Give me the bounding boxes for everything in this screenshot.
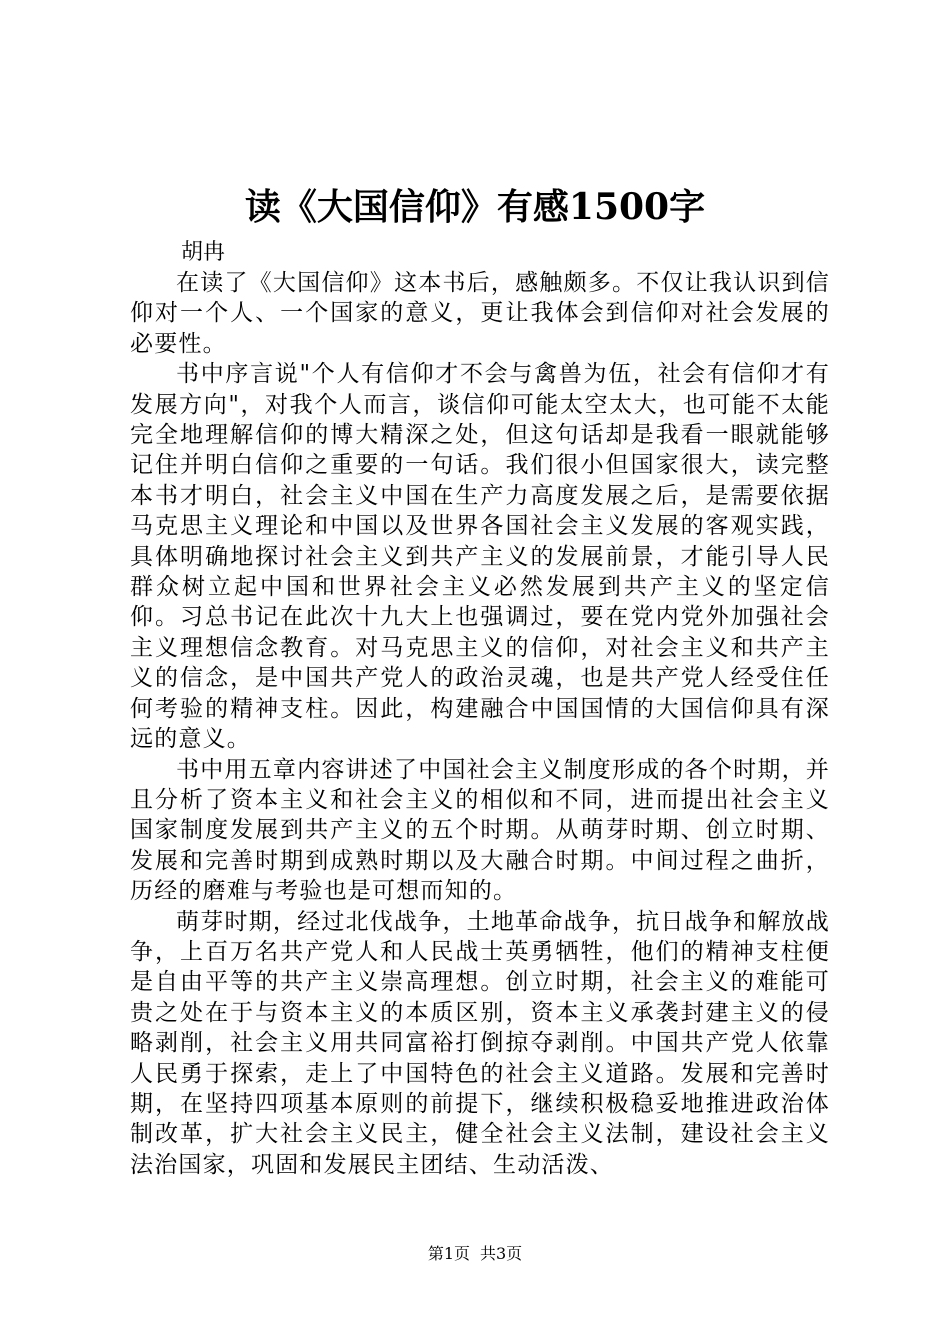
article-body [130, 268, 830, 1180]
paragraph: 书中序言说"个人有信仰才不会与禽兽为伍，社会有信仰才有发展方向"，对我个人而言，谈信仰可能太空太大，也可能不太能完全地理解信仰的博大精深之处，但这句话却是我看一眼就能够记住并明白信仰之重要的一句话。我们很小但国家很大，读完整本书才明白，社会主义中国在生产力高度发展之后，是需要依据马克思主义理论和中国以及世界各国社会主义发展的客观实践，具体明确地探讨社会主义到共产主义的发展前景，才能引导人民群众树立起中国和世界社会主义必然发展到共产主义的坚定信仰。习总书记在此次十九大上也强调过，要在党内党外加强社会主义理想信念教育。对马克思主义的信仰，对社会主义和共产主义的信念，是中国共产党人的政治灵魂，也是共产党人经受住任何考验的精神支柱。因此，构建融合中国国情的大国信仰具有深远的意义。 [130, 361, 830, 753]
page-count: 共3页 [480, 1244, 523, 1263]
page-footer [0, 1243, 950, 1265]
document-title: 读《大国信仰》有感1500字 [244, 186, 706, 228]
paragraph: 在读了《大国信仰》这本书后，感触颇多。不仅让我认识到信仰对一个人、一个国家的意义，更让我体会到信仰对社会发展的必要性。 [130, 270, 830, 357]
page-number: 第1页 [427, 1244, 470, 1263]
paragraph: 萌芽时期，经过北伐战争，土地革命战争，抗日战争和解放战争，上百万名共产党人和人民战士英勇牺牲，他们的精神支柱便是自由平等的共产主义崇高理想。创立时期，社会主义的难能可贵之处在于与资本主义的本质区别，资本主义承袭封建主义的侵略剥削，社会主义用共同富裕打倒掠夺剥削。中国共产党人依靠人民勇于探索，走上了中国特色的社会主义道路。发展和完善时期，在坚持四项基本原则的前提下，继续积极稳妥地推进政治体制改革，扩大社会主义民主，健全社会主义法制，建设社会主义法治国家，巩固和发展民主团结、生动活泼、 [130, 908, 830, 1178]
paragraph: 书中用五章内容讲述了中国社会主义制度形成的各个时期，并且分析了资本主义和社会主义的相似和不同，进而提出社会主义国家制度发展到共产主义的五个时期。从萌芽时期、创立时期、发展和完善时期到成熟时期以及大融合时期。中间过程之曲折，历经的磨难与考验也是可想而知的。 [130, 756, 830, 905]
author-name: 胡冉 [181, 240, 226, 265]
